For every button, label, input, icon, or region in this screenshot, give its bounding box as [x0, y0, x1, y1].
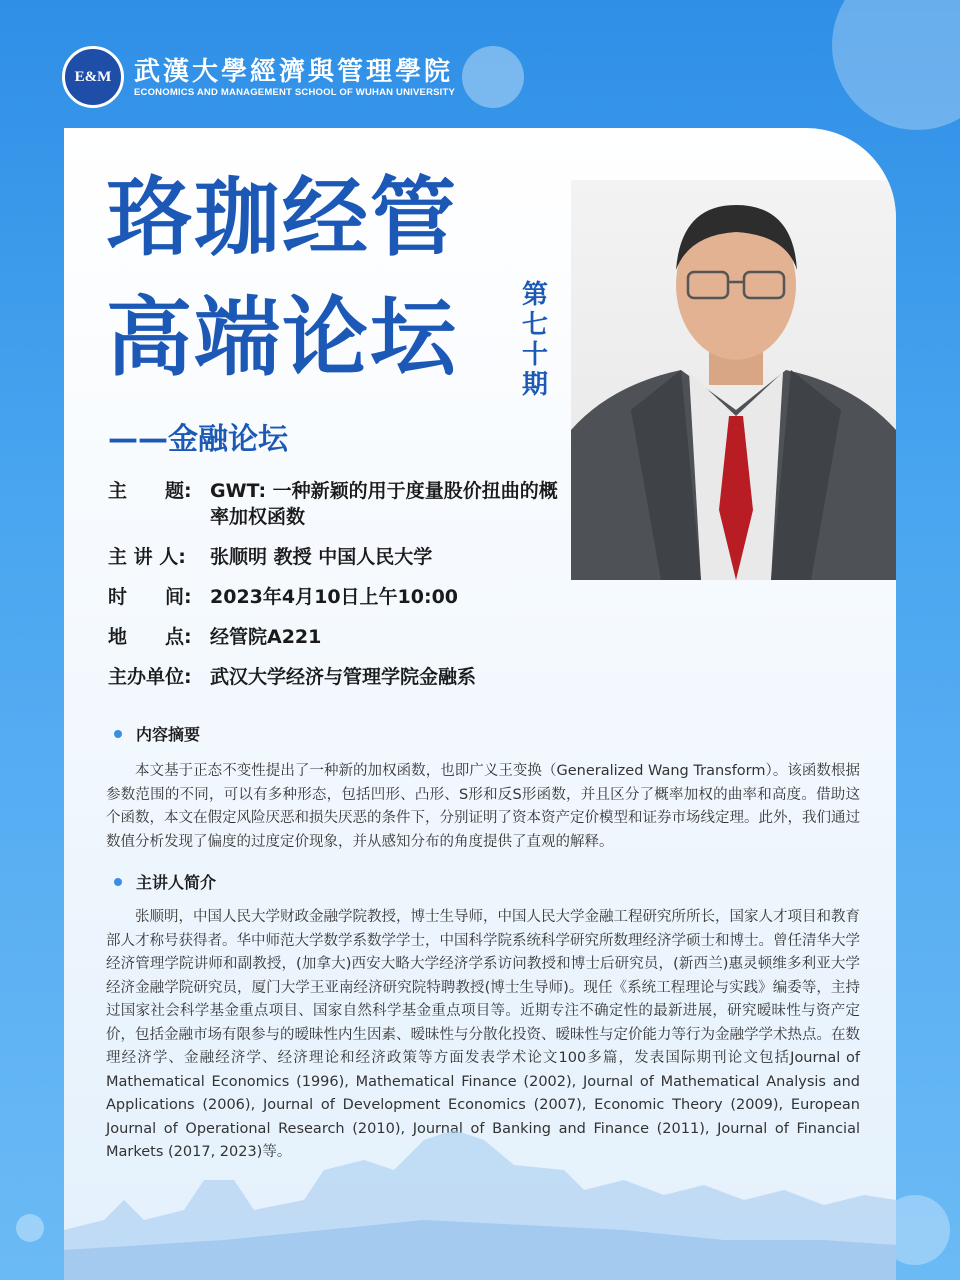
abstract-heading: 内容摘要	[114, 722, 200, 745]
info-row-topic: 主 题: GWT: 一种新颖的用于度量股价扭曲的概率加权函数	[108, 480, 558, 528]
info-row-time: 时 间: 2023年4月10日上午10:00	[108, 586, 459, 608]
campus-skyline-illustration	[64, 1080, 896, 1280]
title-line-2: 高端论坛	[106, 288, 458, 388]
deco-circle-small	[16, 1214, 44, 1242]
school-name-block	[134, 57, 455, 98]
info-row-location: 地 点: 经管院A221	[108, 626, 322, 648]
bio-text: 张顺明，中国人民大学财政金融学院教授，博士生导师，中国人民大学金融工程研究所所长，国家人才项目和教育部人才称号获得者。华中师范大学数学系数学学士，中国科学院系统科学研究所数理经济学硕士和博士。曾任清华大学经济管理学院讲师和副教授，(加拿大)西安大略大学经济学系访问教授和博士后研究员，(新西兰)惠灵顿维多利亚大学经济金融学院研究员，厦门大学王亚南经济研究院特聘教授(博士生导师)。现任《系统工程理论与实践》编委等，主持过国家社会科学基金重点项目、国家自然科学基金重点项目等。近期专注不确定性的最新进展，研究暧昧性与资产定价，包括金融市场有限参与的暧昧性内生因素、暧昧性与分散化投资、暧昧性与定价能力等行为金融学学术热点。在数理经济学、金融经济学、经济理论和经济政策等方面发表学术论文100多篇，发表国际期刊论文包括Journal of Mathematical Economics (1996), Mathematical Finance (2002), Journal of Mathematical Analysis and Applications (2006), Journal of Development Economics (2007), Economic Theory (2009), European Journal of Operational Research (2010), Journal of Banking and Finance (2011), Journal of Financial Markets (2017, 2023)等。	[106, 909, 860, 1160]
school-header	[62, 44, 455, 110]
event-info	[108, 478, 568, 704]
speaker-portrait-illustration	[571, 180, 896, 580]
speaker-photo	[571, 180, 896, 580]
info-row-organizer: 主办单位: 武汉大学经济与管理学院金融系	[108, 666, 477, 688]
poster-card	[64, 128, 896, 1280]
bullet-dot-icon	[114, 730, 122, 738]
info-row-speaker: 主 讲 人: 张顺明 教授 中国人民大学	[108, 546, 433, 568]
school-name-en: ECONOMICS AND MANAGEMENT SCHOOL OF WUHAN UNIVERSITY	[134, 86, 456, 98]
bio-heading: 主讲人简介	[114, 870, 216, 893]
deco-circle-top-right	[832, 0, 960, 130]
issue-number: 第 七 十 期	[521, 280, 548, 400]
school-name-cn: 武漢大學經濟與管理學院	[134, 56, 454, 87]
subtitle: ——金融论坛	[108, 422, 288, 457]
school-logo: E&M	[62, 46, 124, 108]
bullet-dot-icon	[114, 878, 122, 886]
deco-circle-top	[462, 46, 524, 108]
abstract-text: 本文基于正态不变性提出了一种新的加权函数，也即广义王变换（Generalized Wang Transform）。该函数根据参数范围的不同，可以有多种形态，包括凹形、凸形、S形和反S形函数，并且区分了概率加权的曲率和高度。借助这个函数，本文在假定风险厌恶和损失厌恶的条件下，分别证明了资本资产定价模型和证券市场线定理。此外，我们通过数值分析发现了偏度的过度定价现象，并从感知分布的角度提供了直观的解释。	[106, 763, 860, 850]
title-line-1: 珞珈经管	[106, 168, 458, 268]
